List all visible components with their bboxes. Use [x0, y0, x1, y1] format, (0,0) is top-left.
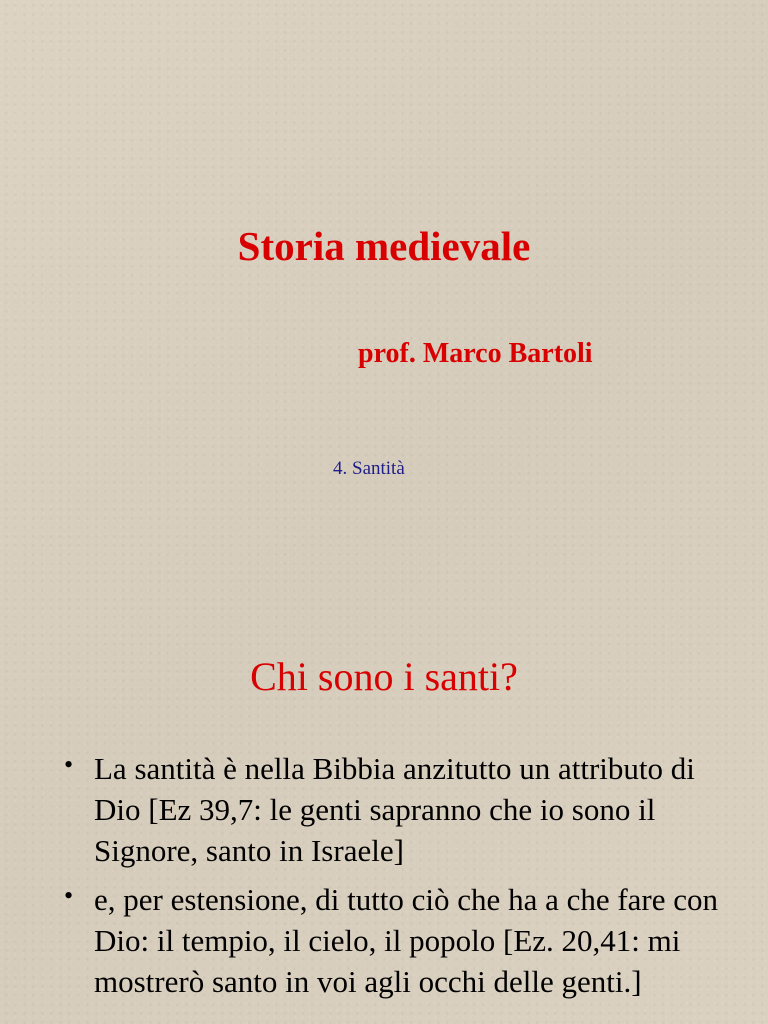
bullet-text: e, per estensione, di tutto ciò che ha a che fare con Dio: il tempio, il cielo, il popolo [Ez. 20,41: mi mostrerò santo in voi agli occhi delle genti.]	[94, 882, 719, 999]
section-label: 4. Santità	[333, 458, 405, 479]
presentation-title: Storia medievale	[237, 223, 531, 269]
bullet-item	[60, 879, 740, 1002]
bullet-item	[60, 748, 740, 871]
bullet-icon: •	[64, 750, 74, 779]
bullet-list	[60, 748, 740, 1010]
bullet-icon: •	[64, 881, 74, 910]
slide-content	[0, 600, 768, 1024]
bullet-text: La santità è nella Bibbia anzitutto un attributo di Dio [Ez 39,7: le genti sapranno che io sono il Signore, santo in Israele]	[94, 751, 695, 868]
presenter-name: prof. Marco Bartoli	[358, 338, 593, 369]
slide-heading: Chi sono i santi?	[250, 654, 518, 699]
